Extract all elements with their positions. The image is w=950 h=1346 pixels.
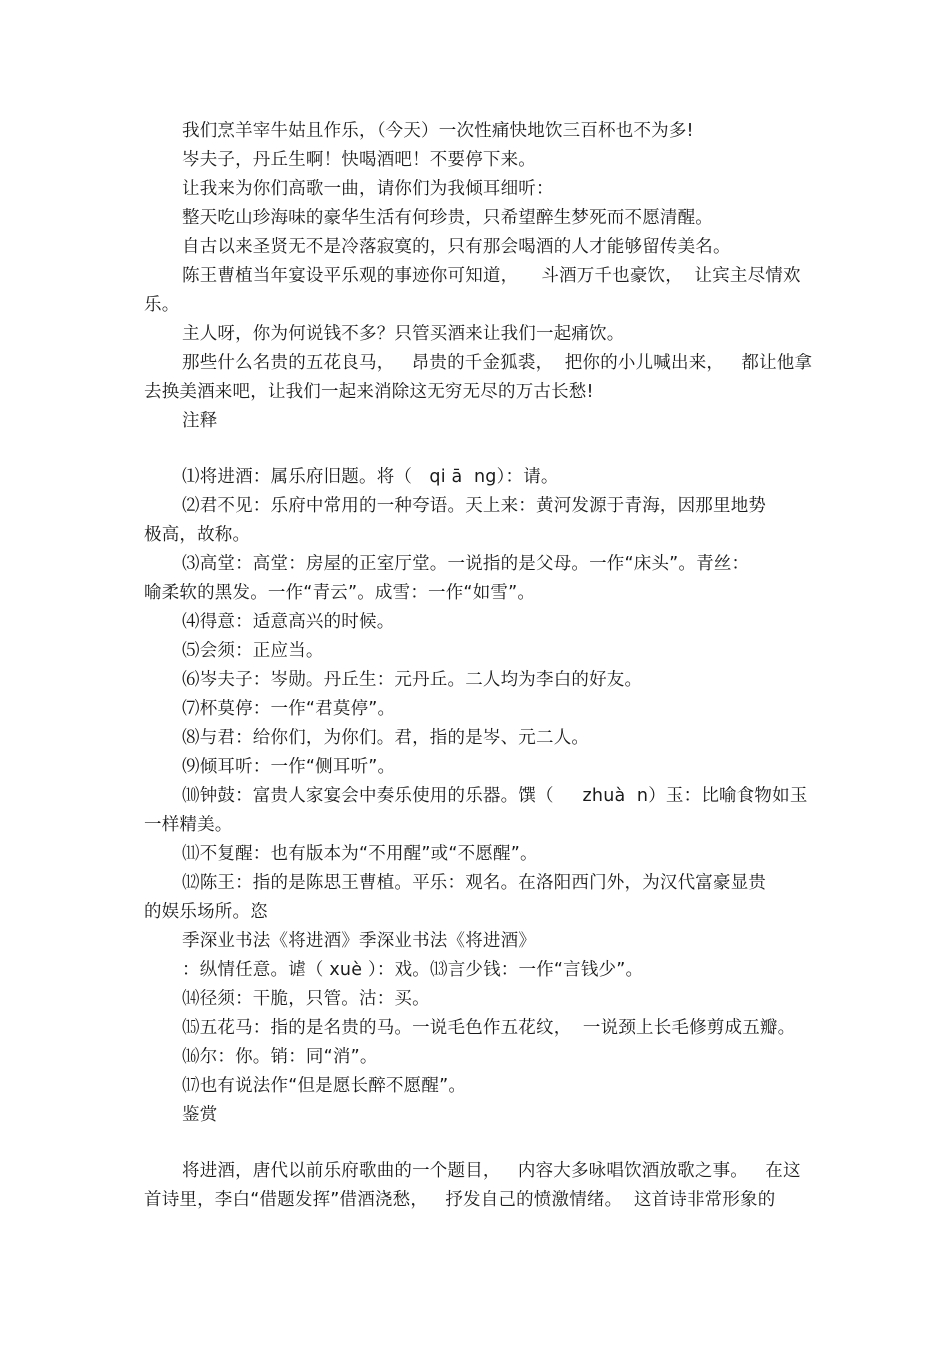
note-line: 的娱乐场所。恣 bbox=[144, 902, 268, 922]
note-line: ⑷得意：适意高兴的时候。 bbox=[182, 612, 395, 632]
translation-line: 自古以来圣贤无不是冷落寂寞的，只有那会喝酒的人才能够留传美名。 bbox=[182, 237, 731, 257]
note-line: 喻柔软的黑发。一作“青云”。成雪：一作“如雪”。 bbox=[144, 583, 536, 603]
appreciation-line: 首诗里，李白“借题发挥”借酒浇愁， 抒发自己的愤激情绪。 这首诗非常形象的 bbox=[144, 1190, 776, 1210]
note-line: ⒂五花马：指的是名贵的马。一说毛色作五花纹， 一说颈上长毛修剪成五瓣。 bbox=[182, 1018, 796, 1038]
translation-line: 陈王曹植当年宴设平乐观的事迹你可知道， 斗酒万千也豪饮， 让宾主尽情欢 bbox=[182, 266, 801, 286]
translation-line: 去换美酒来吧，让我们一起来消除这无穷无尽的万古长愁! bbox=[144, 382, 594, 402]
note-line: ⑵君不见：乐府中常用的一种夸语。天上来：黄河发源于青海，因那里地势 bbox=[182, 496, 767, 516]
note-line: ⑾不复醒：也有版本为“不用醒”或“不愿醒”。 bbox=[182, 844, 538, 864]
translation-line: 乐。 bbox=[144, 295, 180, 315]
notes-heading: 注释 bbox=[182, 411, 218, 431]
appreciation-heading: 鉴赏 bbox=[182, 1105, 218, 1125]
note-line: ⑻与君：给你们，为你们。君，指的是岑、元二人。 bbox=[182, 728, 590, 748]
translation-line: 整天吃山珍海味的豪华生活有何珍贵，只希望醉生梦死而不愿清醒。 bbox=[182, 208, 713, 228]
note-line: ⑹岑夫子：岑勋。丹丘生：元丹丘。二人均为李白的好友。 bbox=[182, 670, 643, 690]
translation-line: 那些什么名贵的五花良马， 昂贵的千金狐裘， 把你的小儿喊出来， 都让他拿 bbox=[182, 353, 813, 373]
translation-line: 岑夫子，丹丘生啊！快喝酒吧！不要停下来。 bbox=[182, 150, 536, 170]
translation-line: 我们烹羊宰牛姑且作乐，（今天）一次性痛快地饮三百杯也不为多! bbox=[182, 121, 694, 141]
translation-line: 主人呀，你为何说钱不多？只管买酒来让我们一起痛饮。 bbox=[182, 324, 625, 344]
note-line: ⑼倾耳听：一作“侧耳听”。 bbox=[182, 757, 396, 777]
note-line: ⑴将进酒：属乐府旧题。将（ qi ā ng）：请。 bbox=[182, 467, 559, 487]
note-line: ⑺杯莫停：一作“君莫停”。 bbox=[182, 699, 396, 719]
note-line: ⑿陈王：指的是陈思王曹植。平乐：观名。在洛阳西门外，为汉代富豪显贵 bbox=[182, 873, 767, 893]
note-line: ⒄也有说法作“但是愿长醉不愿醒”。 bbox=[182, 1076, 467, 1096]
note-line: ⑽钟鼓：富贵人家宴会中奏乐使用的乐器。馔（ zhuà n）玉：比喻食物如玉 bbox=[182, 786, 808, 806]
translation-line: 让我来为你们高歌一曲，请你们为我倾耳细听： bbox=[182, 179, 554, 199]
image-caption: 季深业书法《将进酒》季深业书法《将进酒》 bbox=[182, 931, 536, 951]
note-line: ⑶高堂：高堂：房屋的正室厅堂。一说指的是父母。一作“床头”。青丝： bbox=[182, 554, 750, 574]
note-line: ⑸会须：正应当。 bbox=[182, 641, 324, 661]
note-line: ⒃尔：你。销：同“消”。 bbox=[182, 1047, 378, 1067]
note-line: 极高，故称。 bbox=[144, 525, 251, 545]
note-line: ⒁径须：干脆，只管。沽：买。 bbox=[182, 989, 430, 1009]
appreciation-line: 将进酒，唐代以前乐府歌曲的一个题目， 内容大多咏唱饮酒放歌之事。 在这 bbox=[182, 1161, 801, 1181]
note-line: 一样精美。 bbox=[144, 815, 233, 835]
note-line: ：纵情任意。谑（ xuè ）：戏。⒀言少钱：一作“言钱少”。 bbox=[182, 960, 644, 980]
